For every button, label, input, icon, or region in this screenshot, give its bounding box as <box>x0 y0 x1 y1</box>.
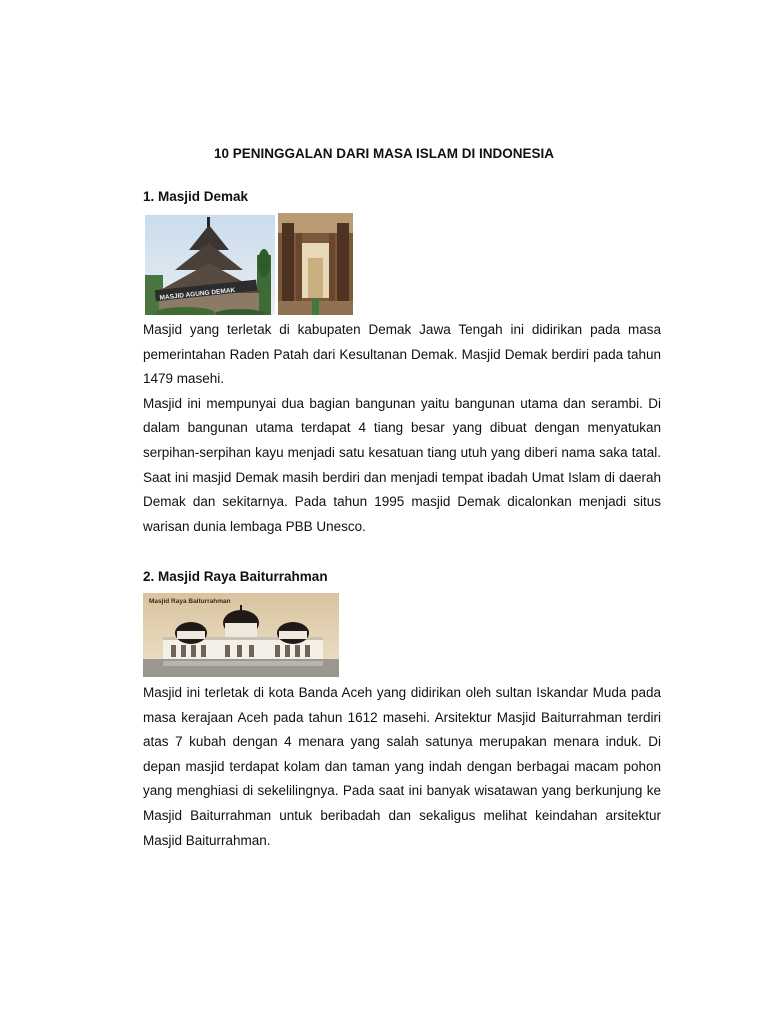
masjid-baiturrahman-photo <box>143 593 339 677</box>
document-title: 10 PENINGGALAN DARI MASA ISLAM DI INDONESIA <box>213 146 555 161</box>
photo-caption: Masjid Raya Baiturrahman <box>149 598 231 605</box>
section-heading-masjid-demak: 1. Masjid Demak <box>143 189 249 204</box>
paragraph: Masjid ini mempunyai dua bagian bangunan yaitu bangunan utama dan serambi. Di dalam bangunan utama terdapat 4 tiang besar yang dibuat dengan menyatukan serpihan-serpihan kayu menjadi satu kesatuan tiang utuh yang diberi nama saka tatal. Saat ini masjid Demak masih berdiri dan menjadi tempat ibadah Umat Islam di daerah Demak dan sekitarnya. Pada tahun 1995 masjid Demak dicalonkan menjadi situs warisan dunia lembaga PBB Unesco. <box>143 395 661 534</box>
paragraph: Masjid yang terletak di kabupaten Demak Jawa Tengah ini didirikan pada masa pemerintahan Raden Patah dari Kesultanan Demak. Masjid Demak berdiri pada tahun 1479 masehi. <box>143 322 661 387</box>
masjid-demak-exterior-photo <box>145 215 275 315</box>
section-2-body <box>143 681 661 853</box>
section-1-body <box>143 318 661 539</box>
masjid-demak-interior-photo <box>278 213 353 315</box>
sign-text: MASJID AGUNG DEMAK <box>159 286 236 302</box>
paragraph: Masjid ini terletak di kota Banda Aceh yang didirikan oleh sultan Iskandar Muda pada masa kerajaan Aceh pada tahun 1612 masehi. Arsitektur Masjid Baiturrahman terdiri atas 7 kubah dengan 4 menara yang salah satunya merupakan menara induk. Di depan masjid terdapat kolam dan taman yang indah dengan berbagai macam pohon yang menghiasi di sekelilingnya. Pada saat ini banyak wisatawan yang berkunjung ke Masjid Baiturrahman untuk beribadah dan sekaligus melihat keindahan arsitektur Masjid Baiturrahman. <box>143 685 661 848</box>
section-heading-masjid-raya-baiturrahman: 2. Masjid Raya Baiturrahman <box>143 569 328 584</box>
